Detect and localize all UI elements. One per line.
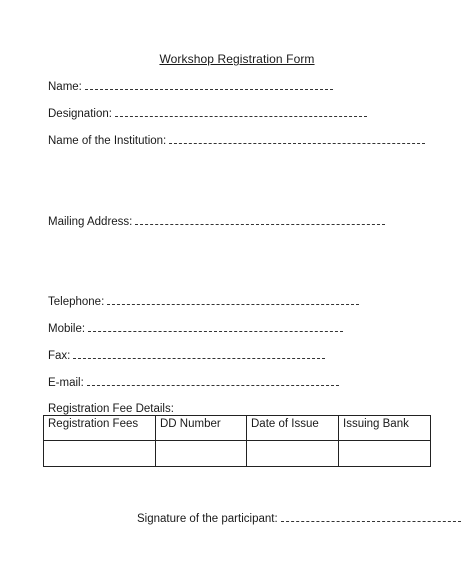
- mailing-address-field[interactable]: [48, 215, 385, 229]
- fee-table-cell-issuing-bank[interactable]: [339, 441, 431, 467]
- name-field[interactable]: [48, 80, 333, 94]
- designation-field[interactable]: [48, 107, 367, 121]
- telephone-label: Telephone:: [48, 296, 105, 308]
- designation-blank-line[interactable]: [115, 107, 367, 117]
- name-label: Name:: [48, 81, 82, 93]
- fee-table-header-registration-fees: Registration Fees: [44, 416, 156, 441]
- telephone-field[interactable]: [48, 295, 359, 309]
- mailing-address-blank-line[interactable]: [135, 215, 385, 225]
- fee-table-cell-dd-number[interactable]: [156, 441, 247, 467]
- mailing-address-label: Mailing Address:: [48, 216, 133, 228]
- signature-field[interactable]: [137, 512, 461, 525]
- email-blank-line[interactable]: [87, 376, 339, 386]
- mobile-label: Mobile:: [48, 323, 86, 335]
- institution-field[interactable]: [48, 134, 425, 148]
- fee-details-table: [43, 415, 431, 467]
- fee-table-entry-row[interactable]: [44, 441, 431, 467]
- fee-table-header-dd-number: DD Number: [156, 416, 247, 441]
- fee-table-header-issuing-bank: Issuing Bank: [339, 416, 431, 441]
- designation-label: Designation:: [48, 108, 112, 120]
- fee-table-cell-date-of-issue[interactable]: [247, 441, 339, 467]
- fee-table-cell-registration-fees[interactable]: [44, 441, 156, 467]
- fee-table-header-date-of-issue: Date of Issue: [247, 416, 339, 441]
- name-blank-line[interactable]: [85, 80, 333, 90]
- institution-blank-line[interactable]: [169, 134, 425, 144]
- fee-table-header-row: [44, 416, 431, 441]
- form-title: Workshop Registration Form: [159, 52, 315, 66]
- email-field[interactable]: [48, 376, 339, 390]
- email-label: E-mail:: [48, 377, 84, 389]
- fax-label: Fax:: [48, 350, 71, 362]
- mobile-blank-line[interactable]: [88, 322, 343, 332]
- fee-details-label: Registration Fee Details:: [48, 403, 174, 415]
- telephone-blank-line[interactable]: [107, 295, 359, 305]
- signature-label: Signature of the participant:: [137, 513, 278, 525]
- signature-blank-line[interactable]: [281, 512, 461, 522]
- fax-field[interactable]: [48, 349, 325, 363]
- mobile-field[interactable]: [48, 322, 343, 336]
- institution-label: Name of the Institution:: [48, 135, 167, 147]
- fax-blank-line[interactable]: [73, 349, 325, 359]
